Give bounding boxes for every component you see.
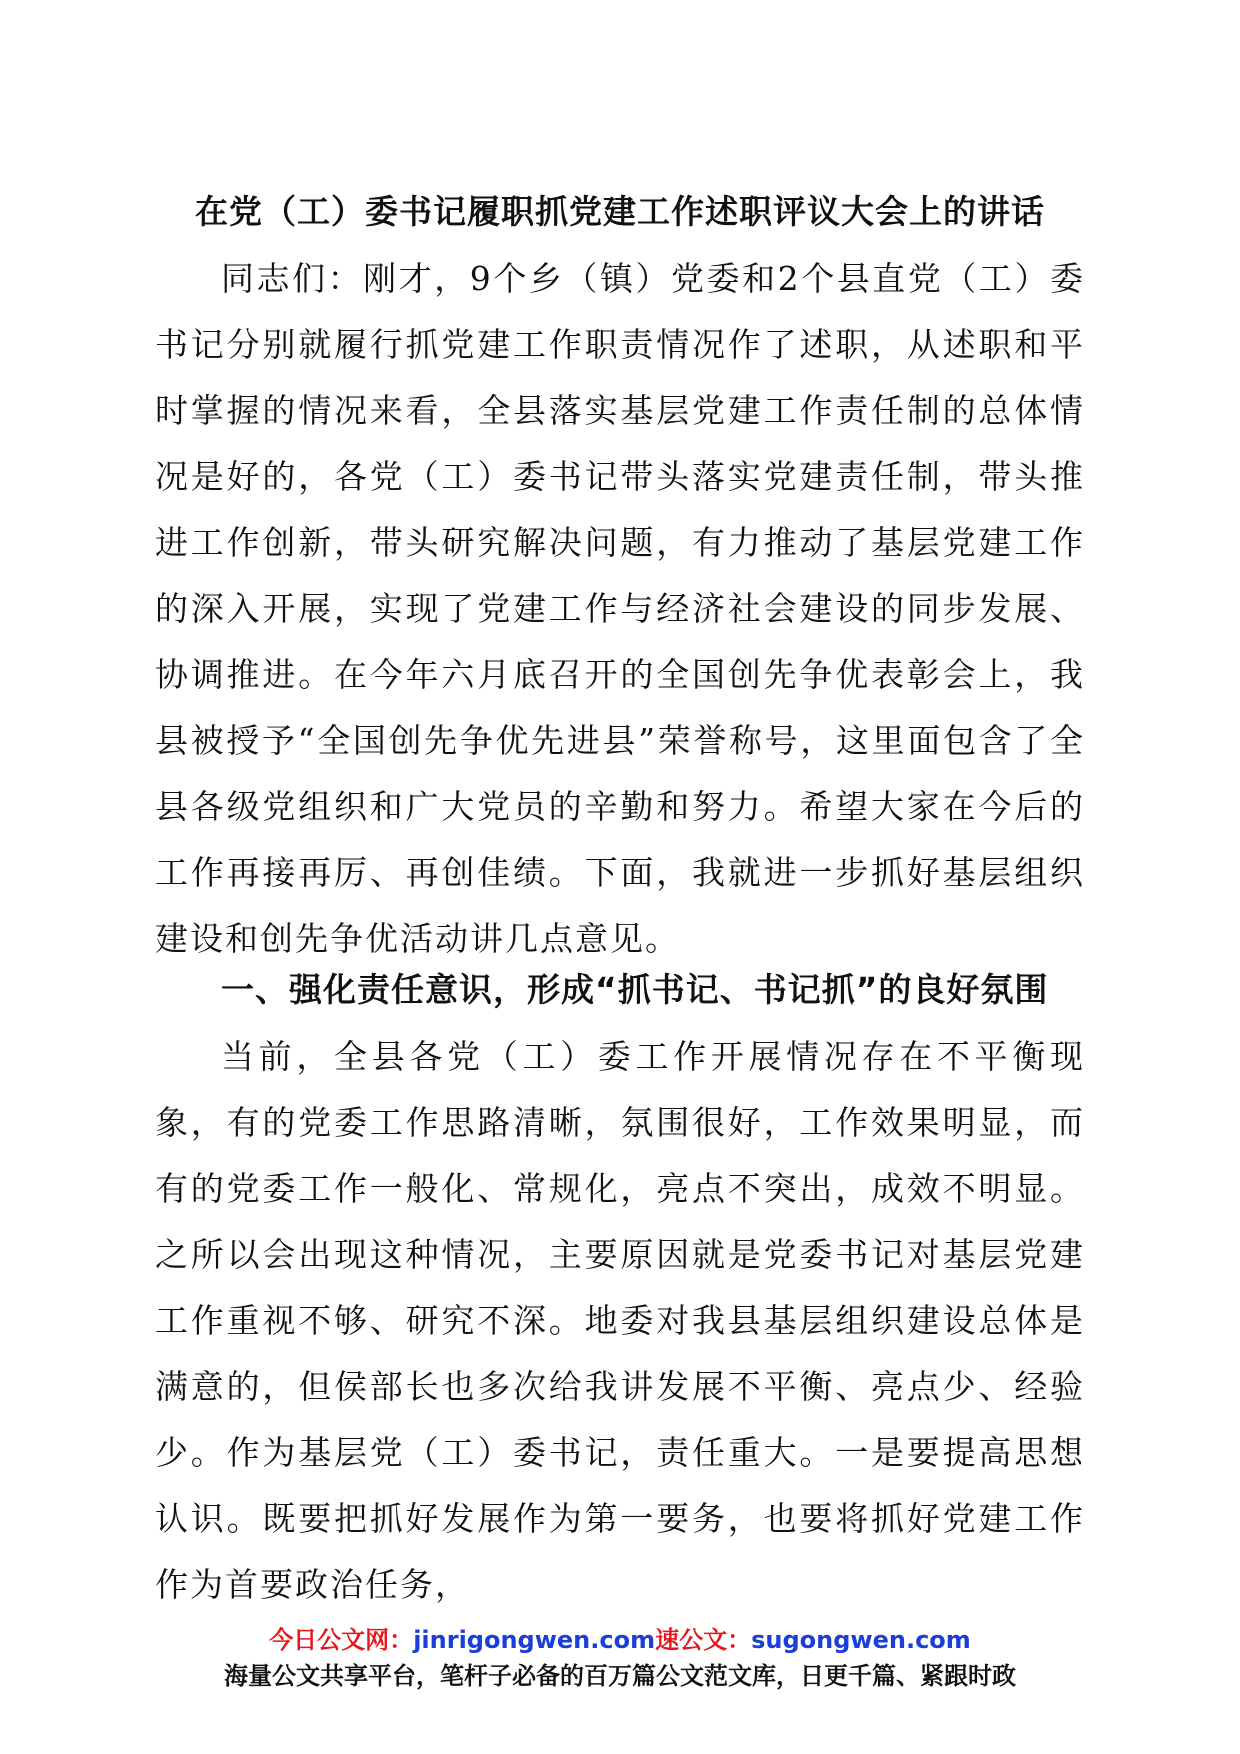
site1-link[interactable]: jinrigongwen.com (413, 1626, 656, 1654)
footer-banner (0, 1622, 1240, 1694)
footer-sites (0, 1622, 1240, 1658)
paragraph-intro: 同志们：刚才，9个乡（镇）党委和2个县直党（工）委书记分别就履行抓党建工作职责情况作了述职，从述职和平时掌握的情况来看，全县落实基层党建工作责任制的总体情况是好的，各党（工）委书记带头落实党建责任制，带头推进工作创新，带头研究解决问题，有力推动了基层党建工作的深入开展，实现了党建工作与经济社会建设的同步发展、协调推进。在今年六月底召开的全国创先争优表彰会上，我县被授予“全国创先争优先进县”荣誉称号，这里面包含了全县各级党组织和广大党员的辛勤和努力。希望大家在今后的工作再接再厉、再创佳绩。下面，我就进一步抓好基层组织建设和创先争优活动讲几点意见。 (155, 259, 1085, 958)
site2-link[interactable]: sugongwen.com (751, 1626, 971, 1654)
document-title: 在党（工）委书记履职抓党建工作述职评议大会上的讲话 (195, 192, 1045, 231)
site2-label: 速公文： (655, 1626, 752, 1654)
section-heading-1: 一、强化责任意识，形成“抓书记、书记抓”的良好氛围 (221, 970, 1049, 1009)
footer-slogan: 海量公文共享平台，笔杆子必备的百万篇公文范文库，日更千篇、紧跟时政 (224, 1662, 1016, 1690)
site1-label: 今日公文网： (269, 1626, 414, 1654)
paragraph-section-1: 当前，全县各党（工）委工作开展情况存在不平衡现象，有的党委工作思路清晰，氛围很好，工作效果明显，而有的党委工作一般化、常规化，亮点不突出，成效不明显。之所以会出现这种情况，主要原因就是党委书记对基层党建工作重视不够、研究不深。地委对我县基层组织建设总体是满意的，但侯部长也多次给我讲发展不平衡、亮点少、经验少。作为基层党（工）委书记，责任重大。一是要提高思想认识。既要把抓好发展作为第一要务，也要将抓好党建工作作为首要政治任务， (155, 1037, 1085, 1604)
